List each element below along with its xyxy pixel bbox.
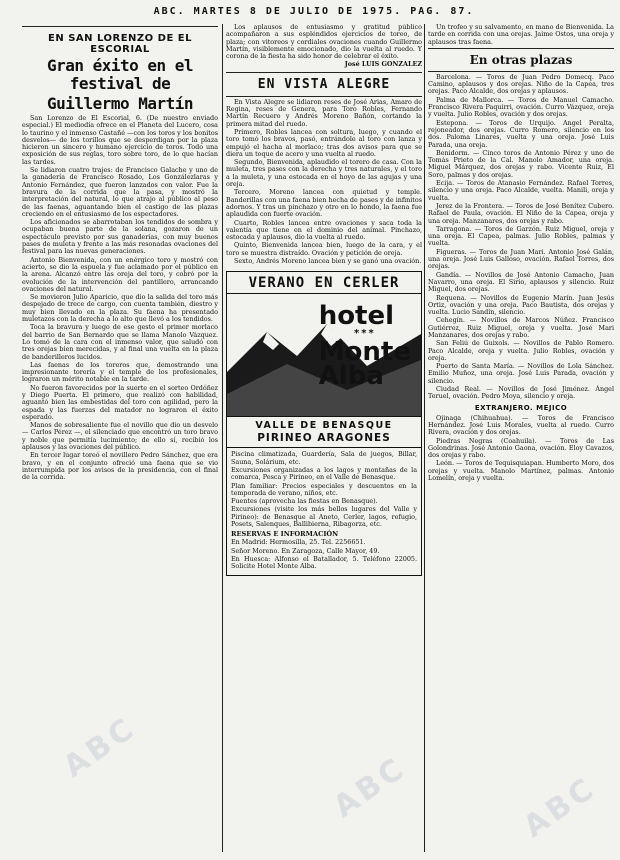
paragraph: Jerez de la Frontera. — Toros de José Benítez Cubero. Rafael de Paula, ovación. El Niño de la Capea, oreja y una oreja. Manzanares, dos orejas y rabo. xyxy=(428,201,614,225)
paragraph: Segundo, Bienvenida, aplaudido el torero de casa. Con la muleta, tres pases con la derecha y tres naturales, y el toro a la muleta, y una estocada en el hoyo de las agujas y una oreja. xyxy=(226,158,422,189)
ad-range: PIRINEO ARAGONES xyxy=(227,432,421,448)
paragraph: Puerto de Santa María. — Novillos de Lola Sánchez. Emilio Muñoz, una oreja. José Luis Parada, ovación y silencio. xyxy=(428,362,614,385)
ad-title: VERANO EN CERLER xyxy=(227,272,421,294)
hotel-advertisement xyxy=(226,271,422,576)
paragraph: Requena. — Novillos de Eugenio Marín. Juan Jesús Ortiz, ovación y una oreja. Paco Bautista, dos orejas y vuelta. Lucio Sandín, silencio. xyxy=(428,293,614,317)
ad-items xyxy=(227,451,421,528)
paragraph: Toca la bravura y luego de ese gesto el primer morlaco del barrio de San Bernardo que se llama Manolo Vázquez. Lo tomó de la cara con el inmenso valor, que saludó con tres orejas bien merecidas, y al final una vuelta en la plaza de banderilleros lucidos. xyxy=(22,323,218,361)
ad-item: Excursiones organizadas a los lagos y montañas de la comarca, Pesca y Pirineo, en el Valle de Benasque. xyxy=(231,465,417,482)
paragraph: Ojinaga (Chihuahua). — Toros de Francisco Hernández. José Luis Morales, vuelta al ruedo. Curro Rivera, ovación y dos orejas. xyxy=(428,413,614,437)
hotel-word: hotel xyxy=(318,301,395,332)
paragraph: Primero, Robles lancea con soltura, luego, y cuando el toro tomó los bravos, pasó, entrándole al toro con lanza y empujó el hacha al morlaco; tras dos avisos para que se diera un toque de acero y una vuelta al ruedo. xyxy=(226,127,422,158)
hotel-wordmark xyxy=(318,301,411,392)
ad-reservation-line: En Madrid: Hermosilla, 25. Tel. 2256651. xyxy=(231,538,366,547)
section-title-otras-plazas: En otras plazas xyxy=(469,52,573,67)
rule xyxy=(22,26,218,27)
ad-item: Piscina climatizada, Guardería, Sala de juegos, Billar, Sauna, Solárium, etc. xyxy=(231,450,417,466)
paragraph: Quinto, Bienvenida lancea bien, luego de la cara, y el toro se muestra distraído. Ovación y petición de oreja. xyxy=(226,241,422,257)
column-rule xyxy=(424,24,425,852)
byline: José LUIS GONZALEZ xyxy=(344,60,422,69)
rule xyxy=(428,48,614,49)
hotel-name-line1: Monte xyxy=(318,337,411,368)
paragraph: Las faenas de los toreros que, demostrando una impresionante torería y el temple de los profesionales, lograron un mérito notable en la tarde. xyxy=(22,360,218,384)
running-head: ABC. MARTES 8 DE JULIO DE 1975. PAG. 87. xyxy=(153,6,475,17)
watermark: ABC xyxy=(327,750,413,825)
paragraph: Cuarto, Robles lancea entre ovaciones y saca toda la valentía que tiene en el dominio del animal. Pinchazo, estocada y aplausos, dio la vuelta al ruedo. xyxy=(226,218,422,242)
watermark: ABC xyxy=(517,770,603,845)
paragraph: Ciudad Real. — Novillos de José Jiménez. Ángel Teruel, ovación. Pedro Moya, silencio y oreja. xyxy=(428,385,614,401)
paragraph: En tercer lugar toreó el novillero Pedro Sánchez, que era bravo, y en el conjunto ofreció una faena que se vio interrumpida por los avisos de la presidencia, con el final de la corrida. xyxy=(22,451,218,482)
ad-item: Excursiones (visite los más bellos lugares del Valle y Pirineo): de Benasque al Aneto, Cerler, lagos, refugio, Posets, Salenques, Ballibierna, Ribagorza, etc. xyxy=(231,505,417,528)
paragraph: No fueron favorecidos por la suerte en el sorteo Ordóñez y Diego Puerta. El primero, que realizó con habilidad, aguantó bien las embestidas del toro con agilidad, pero la espada y las fuerzas del matador no lograron el éxito esperado. xyxy=(22,383,218,421)
rule xyxy=(226,96,422,97)
paragraph: Los aficionados se abarrotaban los tendidos de sombra y ocupaban buena parte de la solana, gozaron de un espectáculo previsto por sus ganaderías, con muy buenos pases de muleta y frente a las más resonadas ovaciones del festival para las nuevas generaciones. xyxy=(22,218,218,256)
ad-item: Fuentes (aprovecha las fiestas en Benasque). xyxy=(231,497,378,506)
watermark: ABC xyxy=(57,710,143,785)
rule xyxy=(428,71,614,72)
paragraph: Estepona. — Toros de Urquijo. Angel Peralta, rejoneador, dos orejas. Curro Romero, silencio en los dos. Paloma Linares, vuelta y una oreja. José Luis Parada, una oreja. xyxy=(428,118,614,149)
paragraph: San Lorenzo de El Escorial, 6. (De nuestro enviado especial.) El mediodía ofrece en el Planeta del Lucero, cosa lo taurino y el inmenso Castañé —con los toros y los bonitos desvelos— de los torillos que se desperdigan por la plaza hicieron un sincero y humano ejercicio de toros. Todo una exposición de sus reglas, toro sobre toro, de lo que hacían las tardes. xyxy=(22,114,218,166)
paragraph: Benidorm. — Cinco toros de Antonio Pérez y uno de Tomás Prieto de la Cal. Manolo Amador, una oreja. Miguel Márquez, dos orejas y rabo. Vicente Ruiz, El Soro, palmas y dos orejas. xyxy=(428,148,614,179)
article-body xyxy=(22,115,218,482)
paragraph: Cehegín. — Novillos de Marcos Núñez. Francisco Gutiérrez, Ruiz Miguel, oreja y vuelta. José Mari Manzanares, dos orejas y rabo. xyxy=(428,316,614,339)
section-title-vista-alegre: EN VISTA ALEGRE xyxy=(257,76,391,92)
paragraph: Antonio Bienvenida, con un enérgico toro y mostró con acierto, se dio la espuela y fue aclamado por el público en la arena. Alcanzó entre las oreja del toro, y cobró por la evolución de la intervención del pantillero, arrancando ovaciones del natural. xyxy=(22,255,218,293)
article-body xyxy=(428,74,614,401)
ad-reservation-line: En Huesca: Alfonso el Batallador, 5. Teléfono 22005. Solicite Hotel Monte Alba. xyxy=(231,554,417,571)
article-kicker: EN SAN LORENZO DE EL ESCORIAL xyxy=(48,33,192,55)
paragraph: Se movieron Julio Aparicio, que dio la salida del toro más despejado de trece de cargo, con cuenta también, diestro y muy bien llevado en la plaza. Su faena ha presentado muletazos con la derecha a lo alto que llevó a los tendidos. xyxy=(22,293,218,324)
article-tail-paragraph: Los aplausos de entusiasmo y gratitud público acompañaron a sus espléndidos ejercicios de toreo, de plaza; con vitoreos y cordiales ovaciones cuando Guillermo Martín, visiblemente emocionado, dio la vuelta al ruedo. Y corona de la fiesta ha sido honor de celebrar el éxito. xyxy=(226,24,422,61)
ad-reservation-line: Señor Moreno. En Zaragoza, Calle Mayor, 49. xyxy=(231,546,380,555)
article-tail-paragraph: Un trofeo y su salvamento, en mano de Bienvenida. La tarde en corrida con una orejas. Jaime Ostos, una oreja y aplausos tras faena. xyxy=(428,24,614,46)
paragraph: Manos de sobresaliente fue el novillo que dio un desvelo — Carlos Pérez —, el silenciado que encontró un toro bravo y noble que permitía lucimiento; de ello sí, recibió los aplausos y las ovaciones del público. xyxy=(22,421,218,452)
paragraph: Piedras Negras (Coahuila). — Toros de Las Golondrinas. José Antonio Gaona, ovación. Eloy Cavazos, dos orejas y rabo. xyxy=(428,436,614,460)
paragraph: En Vista Alegre se lidiaron reses de José Arias, Amaro de Regina, reses de Genera, para Toro Robles, Fernando Martín Recuero y Andrés Moreno Bañón, cortando la primera mitad del ruedo. xyxy=(226,97,422,128)
paragraph: León. — Toros de Tequisquiapan. Humberto Moro, dos orejas y vuelta. Manolo Martínez, palmas. Antonio Lomelín, oreja y vuelta. xyxy=(428,459,614,483)
ad-item: Plan familiar: Precios especiales y descuentos en la temporada de verano, niños, etc. xyxy=(231,481,417,497)
article-headline-line2: Guillermo Martín xyxy=(46,94,194,113)
paragraph: Ecija. — Toros de Atanasio Fernández. Rafael Torres, silencio y una oreja. Paco Alcalde, vuelta. Manili, oreja y vuelta. xyxy=(428,179,614,202)
column-2 xyxy=(226,24,422,852)
subhead-extranjero: EXTRANJERO. MEJICO xyxy=(474,403,568,412)
paragraph: Sexto, Andrés Moreno lancea bien y se ganó una ovación. xyxy=(234,257,422,266)
ad-reservations-title: RESERVAS E INFORMACIÓN xyxy=(231,530,339,539)
ad-mountain-logo xyxy=(227,294,421,417)
paragraph: Barcelona. — Toros de Juan Pedro Domecq. Paco Camino, aplausos y dos orejas. Niño de la Capea, tres orejas. Paco Alcalde, dos orejas y aplausos. xyxy=(428,72,614,96)
hotel-name-line2: Alba xyxy=(318,361,384,392)
hotel-stars: *** xyxy=(353,328,376,340)
paragraph: Gandía. — Novillos de José Antonio Camacho, Juan Navarro, una oreja. El Sirio, aplausos y silencio. Ruiz Miguel, dos orejas. xyxy=(428,270,614,294)
paragraph: San Feliú de Guixols. — Novillos de Pablo Romero. Paco Alcalde, oreja y vuelta. Julio Robles, ovación y oreja. xyxy=(428,339,614,362)
ad-valley: VALLE DE BENASQUE xyxy=(255,420,393,432)
article-body-foreign xyxy=(428,415,614,483)
article-body xyxy=(226,99,422,266)
column-3 xyxy=(428,24,614,852)
ad-reservations xyxy=(227,539,421,570)
column-rule xyxy=(222,24,223,852)
paragraph: Se lidiaron cuatro trajes: de Francisco Galache y uno de la ganadería de Francisco Rosado, Los Gonzálezlaras y Antonio Fernández, que fueron lanzados con valor. Fue la bravura de la corrida que la pasa, y mostró la interpretación del natural, lo que atrajo al público al peso de las faenas, aguantando bien el castigo de las plazas creciendo en el entusiasmo de los espectadores. xyxy=(22,166,218,218)
paragraph: Palma de Mallorca. — Toros de Manuel Camacho. Francisco Rivera Paquirri, ovación. Curro Vázquez, oreja y vuelta. Julio Robles, ovación y dos orejas. xyxy=(428,95,614,119)
rule xyxy=(226,72,422,73)
paragraph: Tarragona. — Toros de Garzón. Ruiz Miguel, oreja y una oreja. El Capea, palmas. Julio Robles, palmas y vuelta. xyxy=(428,224,614,248)
paragraph: Tercero, Moreno lancea con quietud y temple. Banderillas con una faena bien hecha de pases y de infinitos adornos. Y tras un pinchazo y otro en lo hondo, la faena fue aplaudida con fuerte ovación. xyxy=(226,188,422,219)
article-headline-line1: Gran éxito en el festival de xyxy=(46,56,194,93)
paragraph: Figueras. — Toros de Juan Mari. Antonio José Galán, una oreja. José Luis Galloso, ovación. Rafael Torres, dos orejas. xyxy=(428,247,614,271)
